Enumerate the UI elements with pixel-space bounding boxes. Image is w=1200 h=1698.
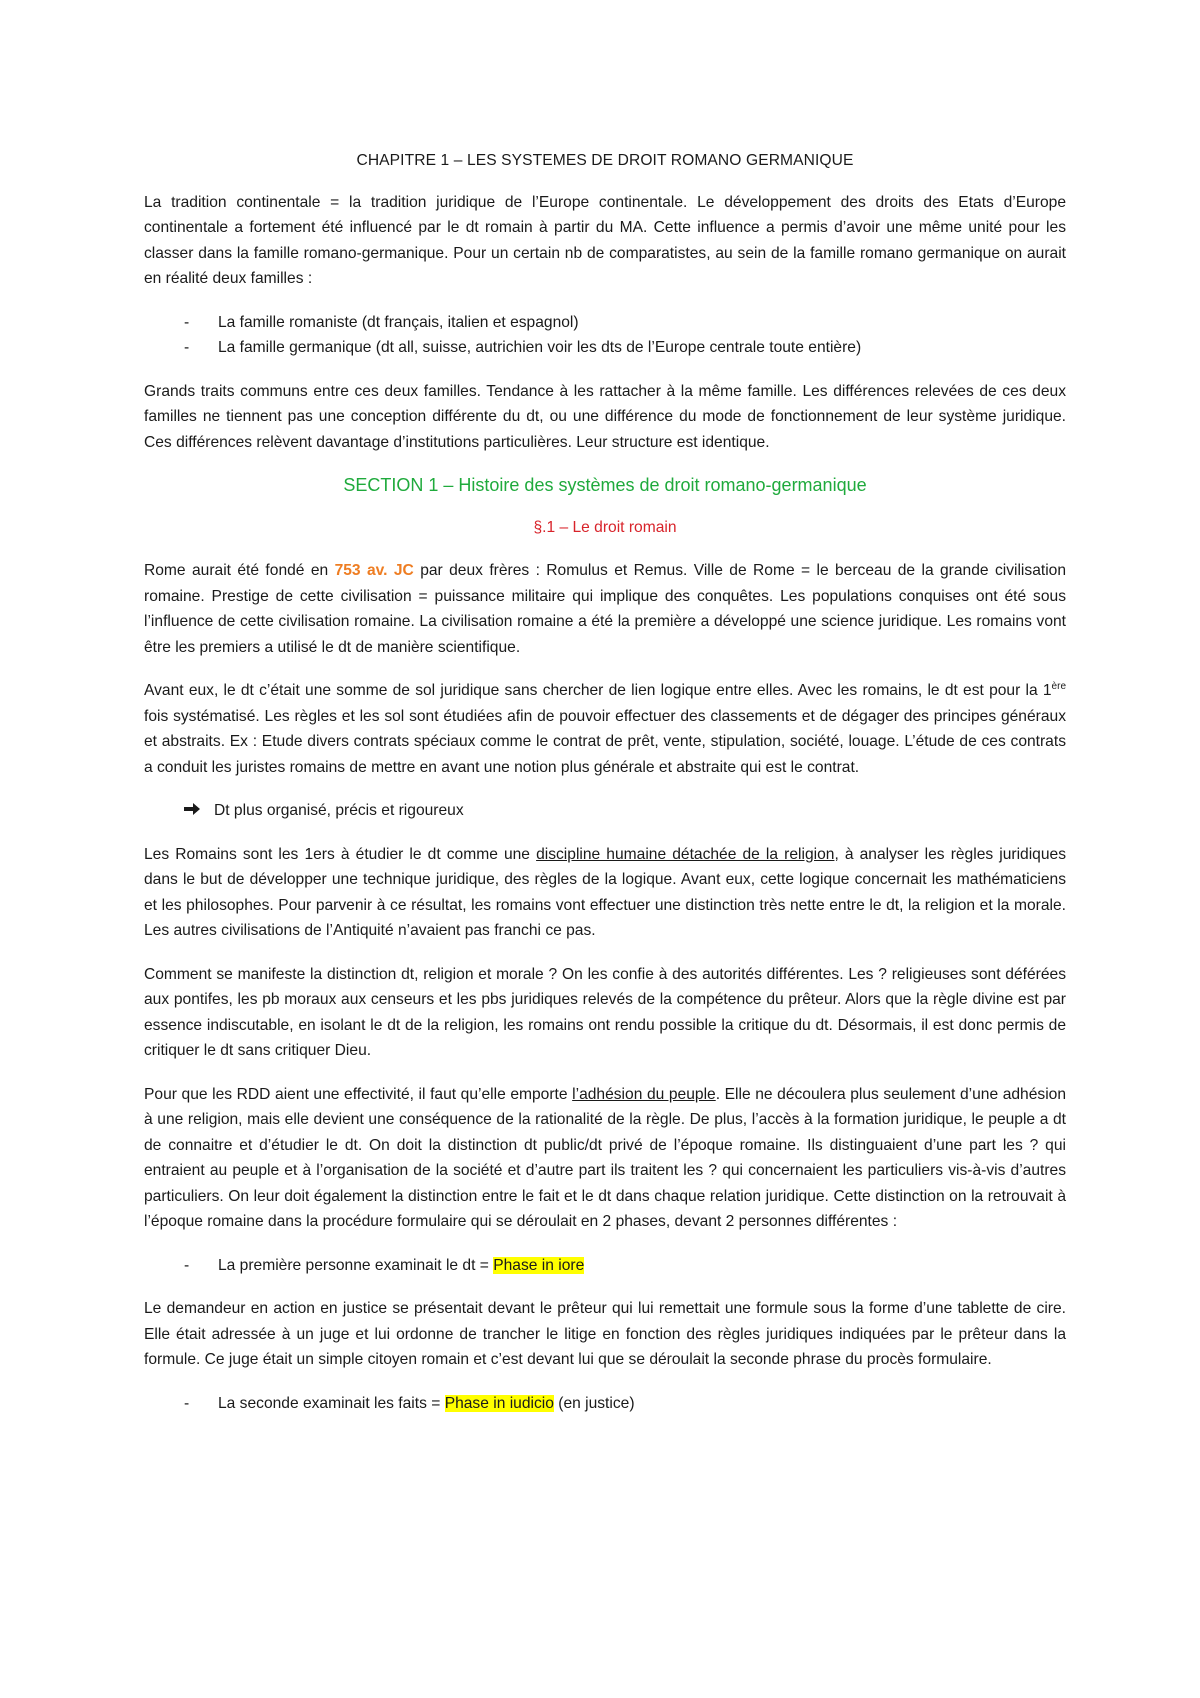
dash-bullet: - [184, 1394, 190, 1412]
family-germanique: La famille germanique (dt all, suisse, autrichien voir les dts de l’Europe centrale toute entière) [218, 339, 862, 356]
romains-text-end: , à analyser les règles juridiques dans le but de développer une technique juridique, des règles de la logique. Avant eux, cette logique concernait les mathématiciens et les philosophes. Pour parvenir à ce résultat, les romains vont effectuer une distinction très nette entre le dt, la religion et la morale. Les autres civilisations de l’Antiquité n’avaient pas franchi ce pas. [144, 845, 1066, 939]
chapter-title: CHAPITRE 1 – LES SYSTEMES DE DROIT ROMANO GERMANIQUE [356, 152, 854, 169]
arrow-text: Dt plus organisé, précis et rigoureux [214, 802, 464, 819]
rome-text-start: Rome aurait été fondé en [144, 562, 335, 579]
highlighted-phase: Phase in iore [493, 1256, 585, 1274]
phase1-list [144, 1253, 1066, 1279]
romains-text-start: Les Romains sont les 1ers à étudier le dt comme une [144, 845, 537, 863]
romains-paragraph [144, 842, 1066, 944]
families-list [144, 310, 1066, 361]
pour-text-start: Pour que les RDD aient une effectivité, il faut qu’elle emporte [144, 1085, 573, 1103]
rome-text-end: par deux frères : Romulus et Remus. Ville de Rome = le berceau de la grande civilisation romaine. Prestige de cette civilisation = puissance militaire qui implique des conquêtes. Les populations conquises ont été sous l’influence de cette civilisation romaine. La civilisation romaine a été la première a développé une science juridique. Les romains vont être les premiers a utilisé le dt de manière scientifique. [144, 562, 1067, 656]
phase2-text-end: (en justice) [553, 1394, 635, 1412]
subsection-title [144, 515, 1066, 541]
comment-paragraph: Comment se manifeste la distinction dt, religion et morale ? On les confie à des autorités différentes. Les ? religieuses sont déférées aux pontifes, les pb moraux aux censeurs et les pbs juridiques relevés de la compétence du prêteur. Alors que la règle divine est par essence indiscutable, en isolant le dt de la religion, les romains ont rendu possible la critique du dt. Désormais, il est donc permis de critiquer le dt sans critiquer Dieu. [144, 965, 1066, 1059]
founding-date: 753 av. JC [334, 562, 414, 579]
pour-paragraph [144, 1082, 1066, 1235]
underlined-phrase: l’adhésion du peuple [572, 1085, 716, 1103]
right-arrow-icon [184, 798, 214, 824]
list-item [144, 310, 1066, 336]
section-title: SECTION 1 – Histoire des systèmes de droit romano-germanique [343, 475, 867, 495]
avant-paragraph [144, 678, 1066, 780]
avant-text-start: Avant eux, le dt c’était une somme de sol juridique sans chercher de lien logique entre elles. Avec les romains, le dt est pour la 1 [144, 682, 1052, 699]
traits-paragraph: Grands traits communs entre ces deux familles. Tendance à les rattacher à la même famille. Les différences relevées de ces deux familles ne tiennent pas une conception différente du dt, ou une différence du mode de fonctionnement de leur système juridique. Ces différences relèvent davantage d’institutions particulières. Leur structure est identique. [144, 382, 1066, 451]
arrow-conclusion [144, 798, 1066, 824]
list-item [144, 1391, 1066, 1417]
intro-paragraph: La tradition continentale = la tradition juridique de l’Europe continentale. Le développement des droits des Etats d’Europe continentale a fortement été influencé par le dt romain à partir du MA. Cette influence a permis d’avoir une même unité pour les classer dans la famille romano-germanique. Pour un certain nb de comparatistes, au sein de la famille romano germanique on aurait en réalité deux familles : [144, 193, 1066, 287]
phase1-text: La première personne examinait le dt = [218, 1256, 494, 1274]
avant-text-end: fois systématisé. Les règles et les sol sont étudiées afin de pouvoir effectuer des classements et de dégager des principes généraux et abstraits. Ex : Etude divers contrats spéciaux comme le contrat de prêt, vente, stipulation, société, louage. L’étude de ces contrats a conduit les juristes romains de mettre en avant une notion plus générale et abstraite qui est le contrat. [144, 707, 1066, 776]
subsection-text: .1 – Le droit romain [542, 518, 677, 536]
demandeur-paragraph: Le demandeur en action en justice se présentait devant le prêteur qui lui remettait une formule sous la forme d’une tablette de cire. Elle était adressée à un juge et lui ordonne de trancher le litige en fonction des règles juridiques indiquées par le prêteur dans la formule. Ce juge était un simple citoyen romain et c’est devant lui que se déroulait la seconde phrase du procès formulaire. [144, 1300, 1066, 1368]
list-item [144, 1253, 1066, 1279]
paragraph-symbol: § [533, 518, 543, 536]
pour-text-end: . Elle ne découlera plus seulement d’une adhésion à une religion, mais elle devient une conséquence de la rationalité de la règle. De plus, l’accès à la formation juridique, le peuple a dt de connaitre et d’étudier le dt. On doit la distinction dt public/dt privé de l’époque romaine. Ils distinguaient d’une part les ? qui entraient au peuple et à l’organisation de la société et d’autre part ils traitent les ? qui concernaient les particuliers vis-à-vis d’autres particuliers. On leur doit également la distinction entre le fait et le dt dans chaque relation juridique. Cette distinction on la retrouvait à l’époque romaine dans la procédure formulaire qui se déroulait en 2 phases, devant 2 personnes différentes : [144, 1085, 1067, 1230]
dash-bullet: - [184, 339, 190, 356]
phase2-text: La seconde examinait les faits = [218, 1394, 445, 1412]
ordinal-superscript: ère [1051, 680, 1066, 692]
family-romaniste: La famille romaniste (dt français, italien et espagnol) [218, 313, 579, 331]
phase2-list [144, 1391, 1066, 1417]
underlined-phrase: discipline humaine détachée de la religion [536, 845, 835, 863]
dash-bullet: - [184, 1256, 190, 1274]
highlighted-phase: Phase in iudicio [444, 1394, 554, 1412]
list-item [144, 335, 1066, 361]
dash-bullet: - [184, 313, 190, 331]
rome-paragraph [144, 558, 1066, 660]
